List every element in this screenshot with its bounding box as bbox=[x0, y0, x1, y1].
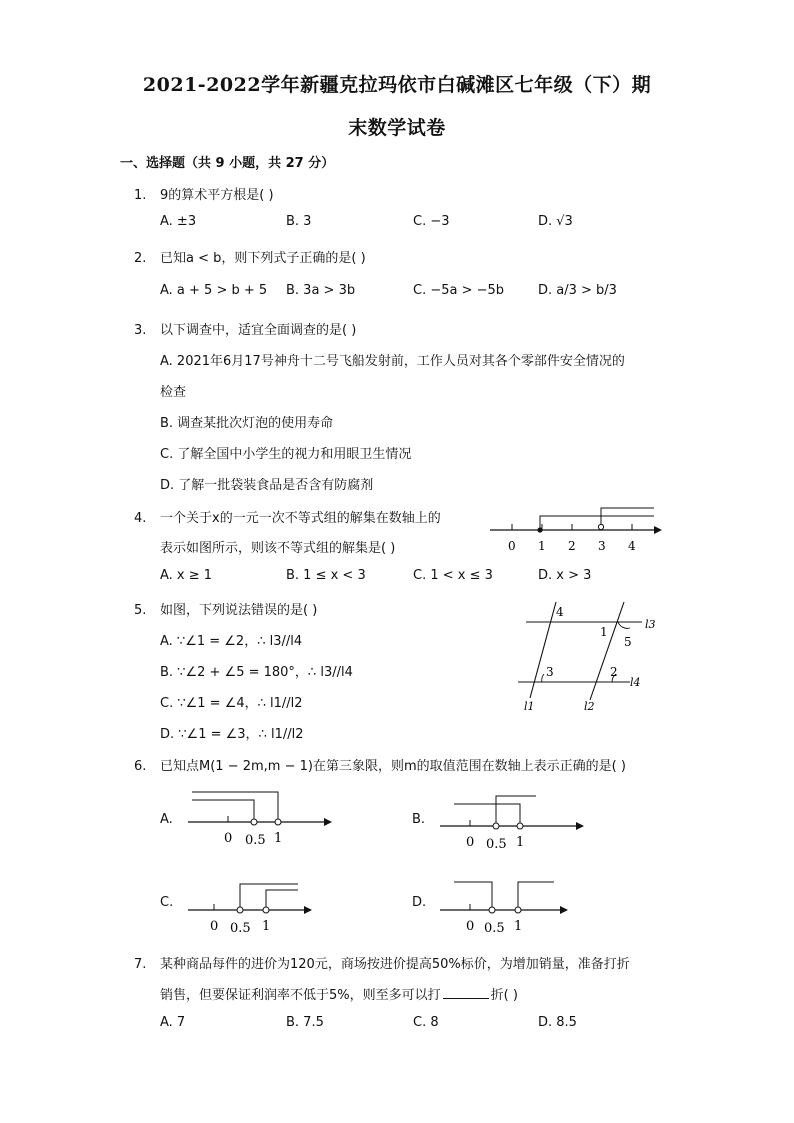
question-number: 2. bbox=[134, 251, 147, 266]
option-d: D. bbox=[412, 895, 427, 910]
question-stem-cont: 表示如图所示，则该不等式组的解集是( ) bbox=[160, 541, 396, 556]
option-a: A. 7 bbox=[160, 1015, 186, 1030]
option-c: C. 8 bbox=[413, 1015, 439, 1030]
question-stem: 已知a < b，则下列式子正确的是( ) bbox=[160, 251, 366, 266]
question-number: 7. bbox=[134, 957, 147, 972]
option-c: C. −5a > −5b bbox=[413, 283, 505, 298]
tick-label: 0 bbox=[466, 919, 475, 934]
question-6 bbox=[134, 755, 626, 774]
option-b: B. ∵∠2 + ∠5 = 180°，∴ l3//l4 bbox=[160, 665, 353, 680]
option-b: B. bbox=[412, 812, 426, 827]
number-line-option-b bbox=[436, 786, 586, 850]
tick-label: 0 bbox=[466, 835, 475, 850]
option-a-cont: 检查 bbox=[160, 385, 187, 400]
option-b: B. 调查某批次灯泡的使用寿命 bbox=[160, 416, 334, 431]
option-d: D. ∵∠1 = ∠3，∴ l1//l2 bbox=[160, 727, 304, 742]
tick-label: 0 bbox=[508, 539, 516, 553]
option-d: D. 了解一批袋装食品是否含有防腐剂 bbox=[160, 478, 374, 493]
tick-label: 1 bbox=[274, 831, 283, 846]
tick-label: 1 bbox=[538, 539, 546, 553]
option-c: C. 1 < x ≤ 3 bbox=[413, 568, 493, 583]
option-c: C. bbox=[160, 895, 174, 910]
tick-label: 0.5 bbox=[484, 921, 505, 934]
angle-label: 5 bbox=[624, 635, 632, 649]
question-2 bbox=[134, 247, 366, 266]
open-point bbox=[598, 524, 603, 529]
closed-point bbox=[537, 527, 542, 532]
tick-label: 1 bbox=[514, 919, 523, 934]
question-number: 6. bbox=[134, 759, 147, 774]
question-stem: 已知点M(1 − 2m,m − 1)在第三象限，则m的取值范围在数轴上表示正确的是( ) bbox=[160, 759, 626, 774]
option-a: A. 2021年6月17号神舟十二号飞船发射前，工作人员对其各个零部件安全情况的 bbox=[160, 354, 625, 369]
parallel-lines-figure-q5 bbox=[512, 598, 672, 716]
question-stem: 以下调查中，适宜全面调查的是( ) bbox=[160, 323, 357, 338]
angle-label: 1 bbox=[600, 625, 608, 639]
option-b: B. 1 ≤ x < 3 bbox=[286, 568, 366, 583]
line-l1 bbox=[530, 602, 556, 698]
question-stem: 9的算术平方根是( ) bbox=[160, 188, 274, 203]
question-stem-cont bbox=[160, 984, 518, 1003]
option-a: A. ±3 bbox=[160, 214, 197, 229]
option-d: D. a/3 > b/3 bbox=[538, 283, 617, 298]
line-label: l2 bbox=[584, 700, 595, 713]
number-line-option-a bbox=[184, 786, 334, 850]
question-number: 5. bbox=[134, 603, 147, 618]
number-line-option-c bbox=[184, 872, 334, 934]
option-b: B. 7.5 bbox=[286, 1015, 324, 1030]
angle-label: 2 bbox=[610, 665, 618, 679]
tick-label: 0.5 bbox=[486, 837, 507, 850]
tick-label: 0.5 bbox=[230, 921, 251, 934]
section-heading: 一、选择题（共 9 小题，共 27 分） bbox=[120, 156, 335, 171]
option-a: A. a + 5 > b + 5 bbox=[160, 283, 268, 298]
question-7 bbox=[134, 953, 630, 972]
tick-label: 1 bbox=[262, 919, 271, 934]
option-d: D. 8.5 bbox=[538, 1015, 577, 1030]
tick-label: 0.5 bbox=[245, 833, 266, 848]
question-number: 3. bbox=[134, 323, 147, 338]
number-line-option-d bbox=[436, 872, 586, 934]
option-a: A. x ≥ 1 bbox=[160, 568, 213, 583]
question-4 bbox=[134, 507, 441, 526]
tick-label: 1 bbox=[516, 835, 525, 850]
number-line-figure-q4 bbox=[484, 500, 664, 560]
question-3 bbox=[134, 319, 356, 338]
option-a: A. ∵∠1 = ∠2，∴ l3//l4 bbox=[160, 634, 303, 649]
line-label: l3 bbox=[645, 618, 656, 631]
tick-label: 0 bbox=[210, 919, 219, 934]
stem-part: 销售，但要保证利润率不低于5%，则至多可以打 bbox=[160, 988, 441, 1003]
line-l2 bbox=[590, 602, 624, 700]
option-b: B. 3a > 3b bbox=[286, 283, 356, 298]
line-label: l4 bbox=[630, 676, 641, 689]
question-stem: 某种商品每件的进价为120元，商场按进价提高50%标价，为增加销量，准备打折 bbox=[160, 957, 630, 972]
question-stem: 一个关于x的一元一次不等式组的解集在数轴上的 bbox=[160, 511, 441, 526]
question-number: 4. bbox=[134, 511, 147, 526]
option-a: A. bbox=[160, 812, 173, 827]
option-d: D. √3 bbox=[538, 214, 573, 229]
page-title-line1: 2021-2022学年新疆克拉玛依市白碱滩区七年级（下）期 bbox=[142, 74, 652, 96]
tick-label: 3 bbox=[598, 539, 606, 553]
question-stem: 如图，下列说法错误的是( ) bbox=[160, 603, 318, 618]
answer-blank bbox=[443, 986, 489, 999]
tick-label: 2 bbox=[568, 539, 576, 553]
angle-label: 3 bbox=[546, 665, 554, 679]
question-1 bbox=[134, 184, 274, 203]
angle-label: 4 bbox=[556, 605, 564, 619]
option-c: C. −3 bbox=[413, 214, 450, 229]
line-label: l1 bbox=[524, 700, 535, 713]
page-title-line2: 末数学试卷 bbox=[348, 117, 446, 139]
option-c: C. ∵∠1 = ∠4，∴ l1//l2 bbox=[160, 696, 303, 711]
option-b: B. 3 bbox=[286, 214, 312, 229]
tick-label: 0 bbox=[224, 831, 233, 846]
option-c: C. 了解全国中小学生的视力和用眼卫生情况 bbox=[160, 447, 412, 462]
option-d: D. x > 3 bbox=[538, 568, 592, 583]
question-5 bbox=[134, 599, 317, 618]
question-number: 1. bbox=[134, 188, 147, 203]
tick-label: 4 bbox=[628, 539, 636, 553]
stem-part: 折( ) bbox=[490, 988, 518, 1003]
